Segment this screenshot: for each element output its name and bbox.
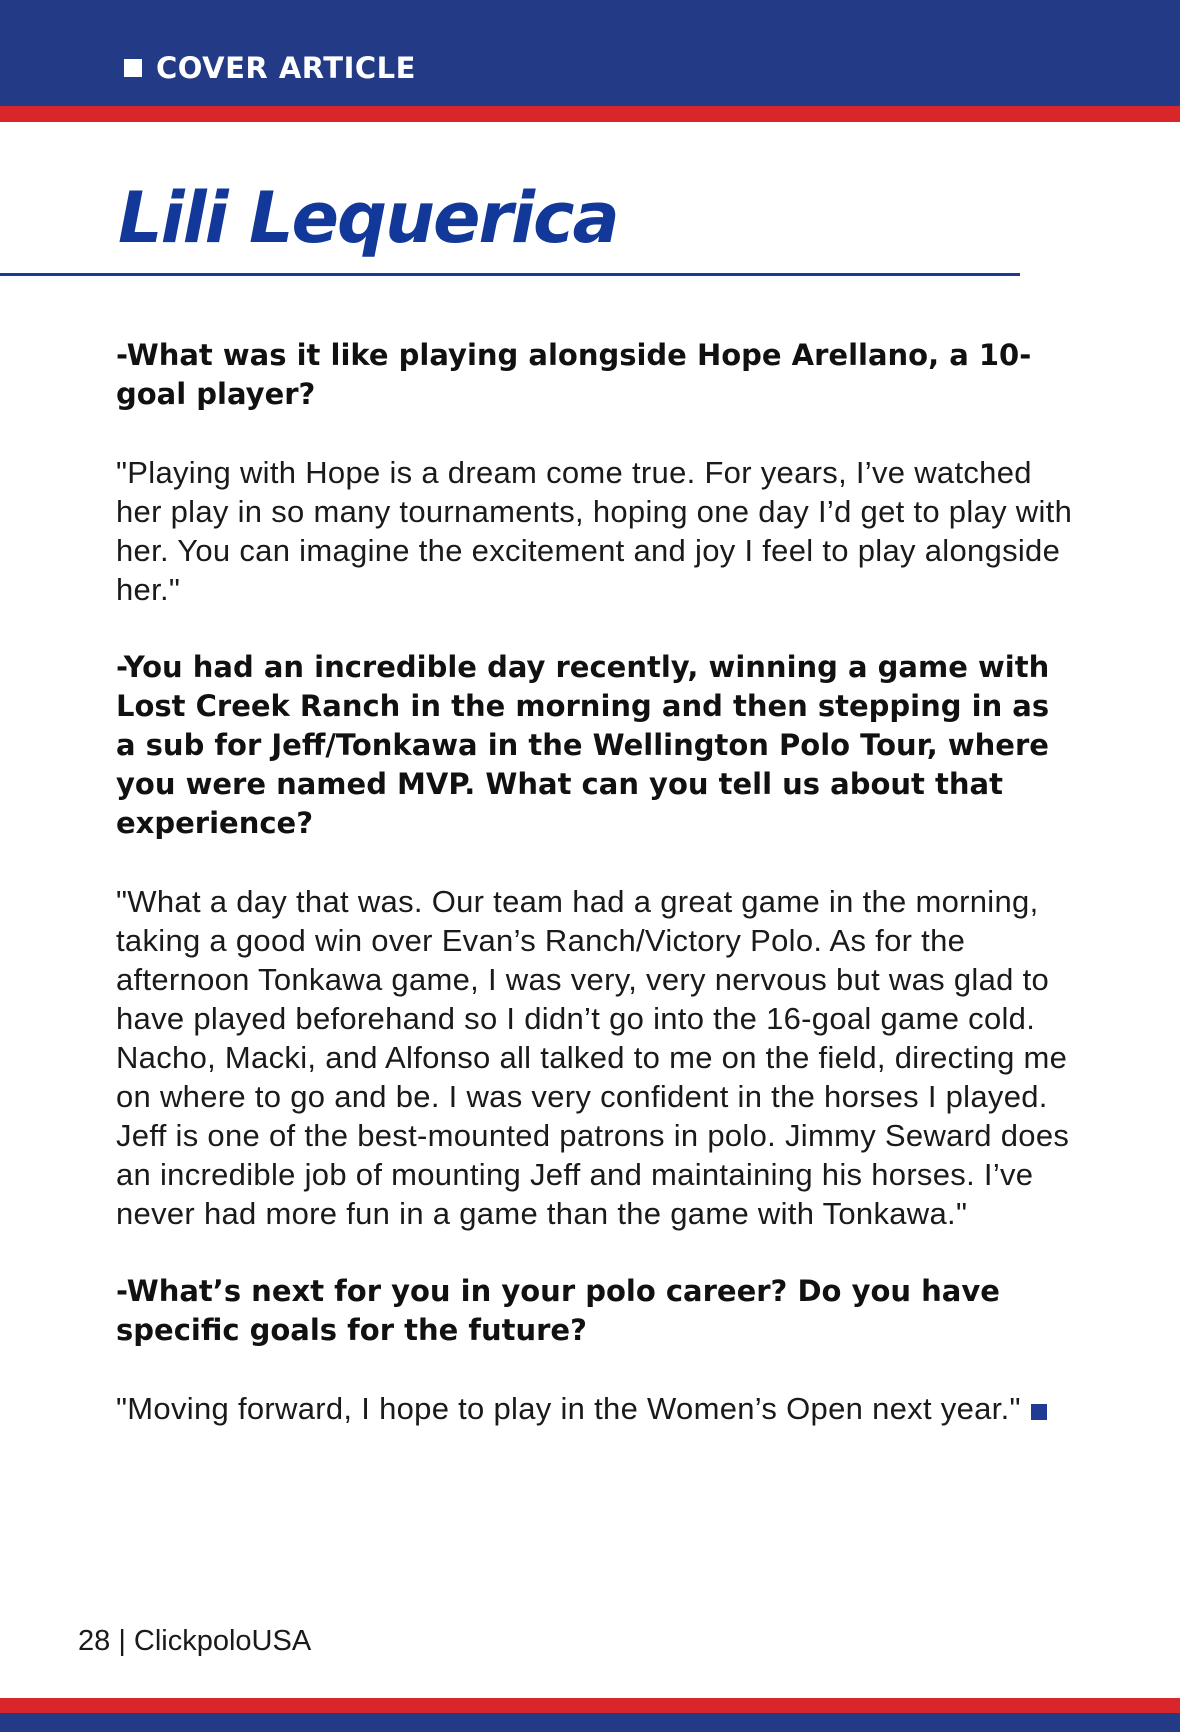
end-mark-icon [1031,1404,1047,1420]
question-2: -You had an incredible day recently, winning a game with Lost Creek Ranch in the morning and then stepping in as a sub for Jeff/Tonkawa in the Wellington Polo Tour, where you were named MVP. What can you tell us about that experience? [116,650,1050,840]
article-title: Lili Lequerica [118,177,618,259]
answer-1: "Playing with Hope is a dream come true. For years, I’ve watched her play in so many tournaments, hoping one day I’d get to play with her. You can imagine the excitement and joy I feel to play alongside her." [116,455,1073,607]
footer-red-stripe [0,1698,1180,1713]
question-3: -What’s next for you in your polo career? Do you have specific goals for the future? [116,1274,1000,1347]
article-body [116,336,1076,1467]
answer-3 [116,1389,1076,1428]
answer-2: "What a day that was. Our team had a great game in the morning, taking a good win over Evan’s Ranch/Victory Polo. As for the afternoon Tonkawa game, I was very, very nervous but was glad to have played beforehand so I didn’t go into the 16-goal game cold. Nacho, Macki, and Alfonso all talked to me on the field, directing me on where to go and be. I was very confident in the horses I played. Jeff is one of the best-mounted patrons in polo. Jimmy Seward does an incredible job of mounting Jeff and maintaining his horses. I’ve never had more fun in a game than the game with Tonkawa." [116,884,1070,1231]
question-1: -What was it like playing alongside Hope Arellano, a 10-goal player? [116,338,1032,411]
page-footer: 28 | ClickpoloUSA [78,1625,312,1657]
answer-3-text: "Moving forward, I hope to play in the Women’s Open next year." [116,1391,1021,1426]
square-bullet-icon [124,59,142,77]
footer-band [0,1713,1180,1732]
section-label-text: COVER ARTICLE [156,51,416,85]
section-label [124,51,416,85]
header-red-stripe [0,106,1180,122]
title-divider [0,273,1020,276]
